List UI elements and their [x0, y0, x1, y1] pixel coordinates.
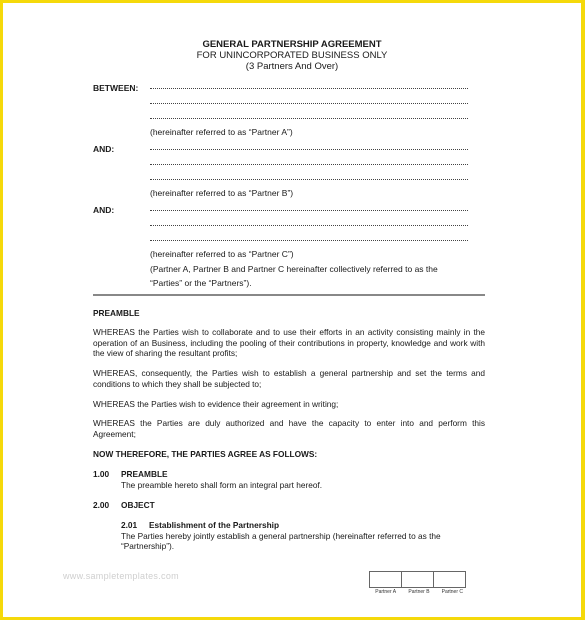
partner-c-line-1[interactable]	[150, 209, 468, 211]
partner-b-line-2[interactable]	[150, 163, 468, 165]
initials-label-partner-b: Partner B	[408, 589, 430, 595]
partner-a-line-3[interactable]	[150, 117, 468, 119]
preamble-paragraph-3: WHEREAS the Parties wish to evidence their agreement in writing;	[93, 399, 339, 409]
document-page	[3, 3, 581, 617]
initials-boxes	[369, 571, 466, 588]
watermark: www.sampletemplates.com	[63, 571, 179, 581]
section-2-number: 2.00	[93, 500, 110, 510]
document-subtitle-2: (3 Partners And Over)	[245, 61, 339, 72]
document-subtitle: FOR UNINCORPORATED BUSINESS ONLY	[196, 50, 388, 61]
section-2-title: OBJECT	[121, 500, 155, 510]
and-label-b: AND:	[93, 144, 115, 154]
preamble-heading: PREAMBLE	[93, 308, 140, 318]
initials-labels	[369, 589, 469, 595]
initials-label-partner-c: Partner C	[441, 589, 464, 595]
section-1-title: PREAMBLE	[121, 469, 168, 479]
partner-b-line-1[interactable]	[150, 148, 468, 150]
preamble-paragraph-4: WHEREAS the Parties are duly authorized and have the capacity to enter into and perform this Agreement;	[93, 418, 485, 439]
initials-box-partner-a[interactable]	[370, 572, 402, 587]
initials-box-partner-b[interactable]	[402, 572, 434, 587]
partner-c-line-3[interactable]	[150, 239, 468, 241]
section-2-01-title: Establishment of the Partnership	[149, 520, 280, 530]
partner-b-line-3[interactable]	[150, 178, 468, 180]
section-1-text: The preamble hereto shall form an integral part hereof.	[121, 480, 323, 490]
partner-c-reference: (hereinafter referred to as “Partner C”)	[150, 249, 294, 259]
section-2-01-text-1: The Parties hereby jointly establish a general partnership (hereinafter referred to as the	[121, 531, 441, 541]
section-2-01-number: 2.01	[121, 520, 138, 530]
section-1-number: 1.00	[93, 469, 110, 479]
preamble-paragraph-2: WHEREAS, consequently, the Parties wish to establish a general partnership and set the terms and conditions to which they shall be subjected to;	[93, 368, 485, 389]
document-title: GENERAL PARTNERSHIP AGREEMENT	[202, 39, 382, 50]
collective-reference-2: “Parties” or the “Partners”).	[150, 278, 252, 288]
initials-label-partner-a: Partner A	[375, 589, 397, 595]
initials-box-partner-c[interactable]	[434, 572, 465, 587]
section-divider	[93, 294, 485, 296]
partner-a-line-2[interactable]	[150, 102, 468, 104]
section-2-01-text-2: “Partnership”).	[121, 541, 175, 551]
collective-reference-1: (Partner A, Partner B and Partner C hereinafter collectively referred to as the	[150, 264, 438, 274]
now-therefore-heading: NOW THEREFORE, THE PARTIES AGREE AS FOLLOWS:	[93, 449, 318, 459]
partner-a-reference: (hereinafter referred to as “Partner A”)	[150, 127, 293, 137]
partner-b-reference: (hereinafter referred to as “Partner B”)	[150, 188, 294, 198]
partner-c-line-2[interactable]	[150, 224, 468, 226]
preamble-paragraph-1: WHEREAS the Parties wish to collaborate and to use their efforts in an activity consisting mainly in the operation of an Business, including the pooling of their contributions in property, knowledge and work with the view of sharing the resultant profits;	[93, 327, 485, 358]
partner-a-line-1[interactable]	[150, 87, 468, 89]
and-label-c: AND:	[93, 205, 115, 215]
between-label: BETWEEN:	[93, 83, 139, 93]
